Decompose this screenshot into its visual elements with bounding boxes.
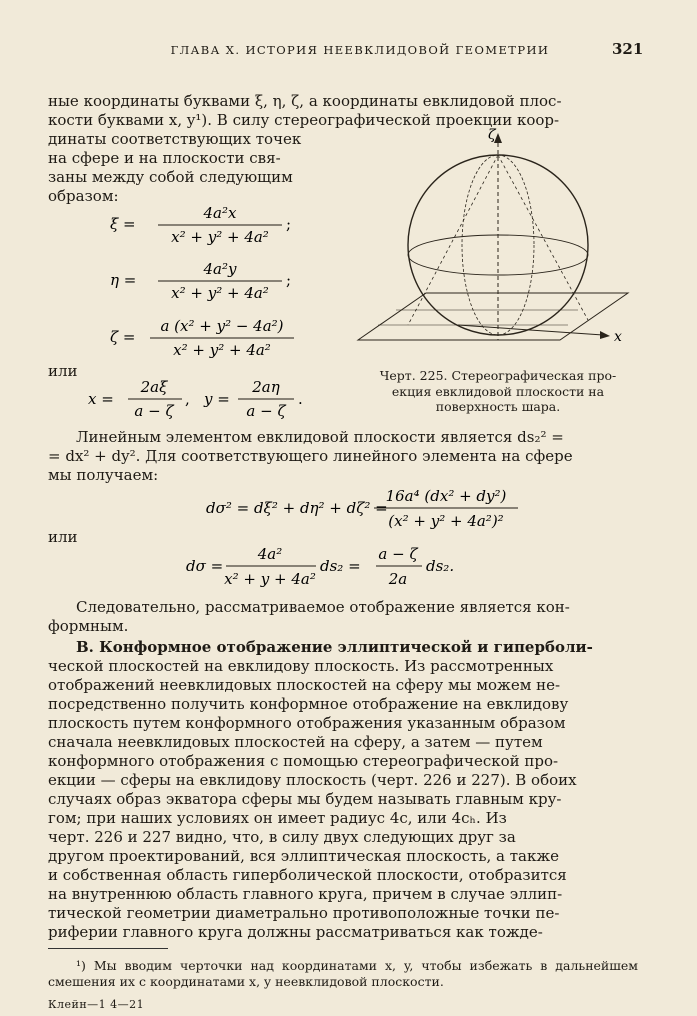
xi-lhs: ξ =: [110, 215, 136, 233]
svg-text:;: ;: [286, 271, 292, 289]
axis-zeta-label: ζ: [488, 127, 496, 143]
formula-x-y: [88, 375, 328, 425]
svg-text:.: .: [298, 390, 303, 408]
para4-line-14: на внутреннюю область главного круга, причем в случае эллип-: [48, 885, 563, 903]
zeta-num: a (x² + y² − 4a²): [160, 317, 284, 335]
running-header: ГЛАВА X. ИСТОРИЯ НЕЕВКЛИДОВОЙ ГЕОМЕТРИИ: [170, 43, 550, 57]
para1-line-3: динаты соответствующих точек: [48, 130, 302, 148]
ds-num: 16a⁴ (dx² + dy²): [385, 487, 507, 505]
para1-line-6: образом:: [48, 187, 119, 205]
para1-line-4: на сфере и на плоскости свя-: [48, 149, 281, 167]
eta-num: 4a²y: [203, 260, 237, 278]
para4-line-4: посредственно получить конформное отображение на евклидову: [48, 695, 569, 713]
y-lhs: y =: [204, 390, 230, 408]
ds-den: (x² + y² + 4a²)²: [388, 512, 504, 530]
x-lhs: x =: [88, 390, 114, 408]
dsig-mid: ds₂ =: [320, 557, 361, 575]
para2-line-3: мы получаем:: [48, 466, 159, 484]
zeta-den: x² + y² + 4a²: [173, 341, 271, 359]
page-number: 321: [612, 40, 644, 58]
zeta-lhs: ζ =: [110, 328, 136, 346]
para2-line-1: Линейным элементом евклидовой плоскости является ds₂² =: [76, 428, 564, 446]
axis-x-label: x: [614, 329, 622, 345]
figure-caption: [358, 368, 638, 415]
svg-text:;: ;: [286, 215, 292, 233]
printer-signature: Клейн—1 4—21: [48, 998, 145, 1011]
para4-line-11: черт. 226 и 227 видно, что, в силу двух следующих друг за: [48, 828, 516, 846]
dsig-num1: 4a²: [257, 545, 283, 563]
caption-line-1: Черт. 225. Стереографическая про-: [379, 368, 617, 383]
svg-text:,: ,: [185, 390, 190, 408]
caption-line-3: поверхность шара.: [435, 399, 561, 414]
x-num: 2aξ: [140, 378, 168, 396]
para4-line-15: тической геометрии диаметрально противоположные точки пе-: [48, 904, 560, 922]
eta-den: x² + y² + 4a²: [171, 284, 269, 302]
para1-line-2: кости буквами x, y¹). В силу стереографической проекции коор-: [48, 111, 560, 129]
para4-line-10: гом; при наших условиях он имеет радиус 4c, или 4cₕ. Из: [48, 809, 507, 827]
para4-line-5: плоскость путем конформного отображения указанным образом: [48, 714, 566, 732]
para2-line-2: = dx² + dy². Для соответствующего линейного элемента на сфере: [48, 447, 573, 465]
formula-xi: [110, 200, 310, 250]
footnote: ¹) Мы вводим черточки над координатами x, y, чтобы избежать в дальнейшем смешения их с координатами x, y неевклидовой плоскости.: [48, 958, 638, 989]
para4-line-9: случаях образ экватора сферы мы будем называть главным кру-: [48, 790, 562, 808]
para4-line-2: ческой плоскостей на евклидову плоскость. Из рассмотренных: [48, 657, 554, 675]
dsig-den1: x² + y + 4a²: [224, 570, 316, 588]
x-den: a − ζ: [134, 402, 174, 420]
para4-line-13: и собственная область гиперболической плоскости, отобразится: [48, 866, 567, 884]
or-label-2: или: [48, 528, 78, 546]
formula-eta: [110, 256, 310, 306]
eta-lhs: η =: [110, 271, 137, 289]
or-label-1: или: [48, 362, 78, 380]
dsig-num2: a − ζ: [378, 545, 418, 563]
para4-line-7: конформного отображения с помощью стереографической про-: [48, 752, 559, 770]
para4-line-3: отображений неевклидовых плоскостей на сферу мы можем не-: [48, 676, 561, 694]
formula-ds-squared: [206, 484, 526, 534]
caption-line-2: екция евклидовой плоскости на: [391, 383, 605, 399]
para4-line-8: екции — сферы на евклидову плоскость (черт. 226 и 227). В обоих: [48, 771, 577, 789]
formula-dsigma: [186, 542, 486, 592]
y-den: a − ζ: [246, 402, 286, 420]
para4-line-16: риферии главного круга должны рассматриваться как тожде-: [48, 923, 543, 941]
xi-den: x² + y² + 4a²: [171, 228, 269, 246]
ds-lhs: dσ² = dξ² + dη² + dζ² =: [206, 499, 388, 517]
formula-zeta: [110, 313, 320, 363]
para4-line-6: сначала неевклидовых плоскостей на сферу, а затем — путем: [48, 733, 543, 751]
para4-line-1: В. Конформное отображение эллиптической и гиперболи-: [76, 638, 593, 656]
para3-line-2: формным.: [48, 617, 129, 635]
footnote-rule: [48, 948, 168, 949]
para1-line-5: заны между собой следующим: [48, 168, 293, 186]
y-num: 2aη: [252, 378, 280, 396]
dsig-den2: 2a: [388, 570, 408, 588]
xi-num: 4a²x: [203, 204, 237, 222]
dsig-end: ds₂.: [426, 557, 455, 575]
para3-line-1: Следовательно, рассматриваемое отображение является кон-: [76, 598, 570, 616]
para4-line-12: другом проектирований, вся эллиптическая плоскость, а также: [48, 847, 560, 865]
para1-line-1: ные координаты буквами ξ, η, ζ, а координаты евклидовой плос-: [48, 92, 562, 110]
figure-stereographic-projection: [338, 125, 638, 365]
dsig-lhs: dσ =: [186, 557, 224, 575]
